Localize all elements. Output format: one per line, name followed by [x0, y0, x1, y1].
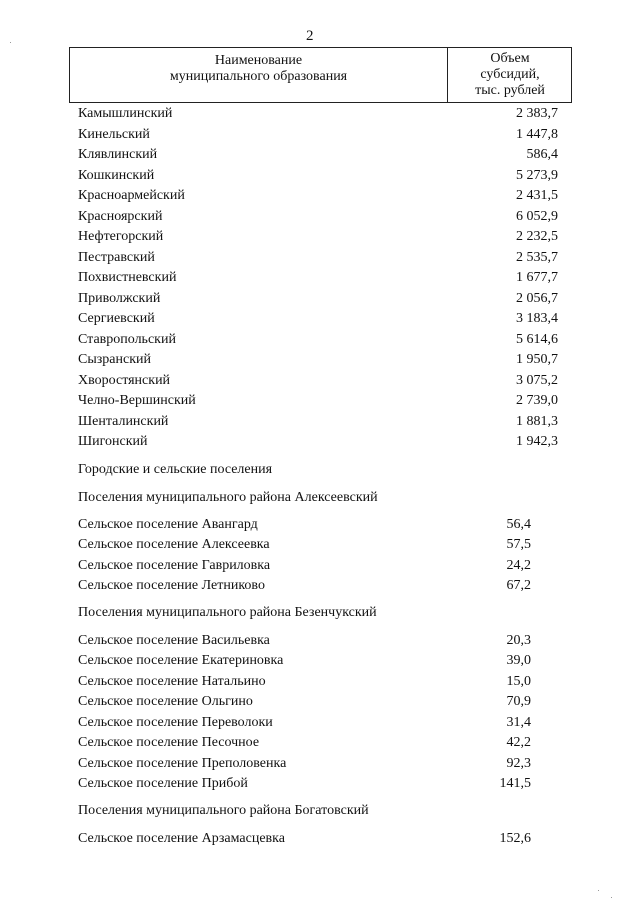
settlement-value: 20,3: [506, 633, 531, 648]
table-row: [78, 756, 558, 774]
table-row: [78, 558, 558, 576]
table-row: [78, 106, 558, 124]
header-name-column: [70, 53, 447, 85]
district-value: 5 273,9: [516, 168, 558, 183]
table-row: [78, 578, 558, 596]
district-value: 1 677,7: [516, 270, 558, 285]
table-header: [69, 47, 572, 103]
table-row: [78, 209, 558, 227]
scan-speck: [10, 42, 11, 43]
district-name: Шенталинский: [78, 414, 169, 429]
district-value: 586,4: [526, 147, 558, 162]
settlement-name: Сельское поселение Авангард: [78, 517, 258, 532]
table-row: [78, 393, 558, 411]
district-name: Хворостянский: [78, 373, 171, 388]
section-title: Городские и сельские поселения: [78, 462, 273, 477]
table-row: [78, 414, 558, 432]
settlement-value: 42,2: [506, 735, 531, 750]
district-name: Красноармейский: [78, 188, 185, 203]
settlement-name: Сельское поселение Алексеевка: [78, 537, 270, 552]
district-name: Ставропольский: [78, 332, 176, 347]
district-name: Красноярский: [78, 209, 163, 224]
settlement-name: Сельское поселение Екатериновка: [78, 653, 284, 668]
settlement-name: Сельское поселение Песочное: [78, 735, 260, 750]
district-name: Кошкинский: [78, 168, 155, 183]
group-title: Поселения муниципального района Богатовский: [78, 803, 369, 818]
table-row: [78, 517, 558, 535]
district-value: 3 183,4: [516, 311, 558, 326]
district-value: 5 614,6: [516, 332, 558, 347]
table-row: [78, 311, 558, 329]
header-volume-line3: тыс. рублей: [475, 83, 545, 98]
district-name: Клявлинский: [78, 147, 158, 162]
district-name: Пестравский: [78, 250, 155, 265]
table-row: [78, 188, 558, 206]
settlement-name: Сельское поселение Преполовенка: [78, 756, 287, 771]
district-value: 2 056,7: [516, 291, 558, 306]
district-value: 2 232,5: [516, 229, 558, 244]
settlement-name: Сельское поселение Арзамасцевка: [78, 831, 285, 846]
table-row: [78, 270, 558, 288]
table-row: [78, 653, 558, 671]
table-row: [78, 674, 558, 692]
table-row: [78, 776, 558, 794]
table-row: [78, 633, 558, 651]
table-row: [78, 291, 558, 309]
settlement-value: 152,6: [499, 831, 531, 846]
table-row: [78, 250, 558, 268]
table-row: [78, 715, 558, 733]
table-row: [78, 694, 558, 712]
table-row: [78, 434, 558, 452]
district-value: 1 950,7: [516, 352, 558, 367]
settlement-value: 56,4: [506, 517, 531, 532]
header-name-line2: муниципального образования: [169, 69, 348, 84]
settlement-value: 57,5: [506, 537, 531, 552]
scan-speck: [598, 890, 599, 891]
settlement-name: Сельское поселение Переволоки: [78, 715, 273, 730]
settlement-value: 24,2: [506, 558, 531, 573]
header-volume-line1: Объем: [490, 51, 530, 66]
district-value: 2 431,5: [516, 188, 558, 203]
header-volume-column: [448, 51, 572, 99]
district-name: Сергиевский: [78, 311, 155, 326]
table-row: [78, 735, 558, 753]
settlement-name: Сельское поселение Ольгино: [78, 694, 253, 709]
table-row: [78, 831, 558, 849]
table-row: [78, 373, 558, 391]
settlement-value: 70,9: [506, 694, 531, 709]
settlement-value: 141,5: [499, 776, 531, 791]
district-value: 2 535,7: [516, 250, 558, 265]
district-value: 1 447,8: [516, 127, 558, 142]
table-row: [78, 147, 558, 165]
district-name: Сызранский: [78, 352, 151, 367]
settlement-name: Сельское поселение Летниково: [78, 578, 265, 593]
settlement-value: 92,3: [506, 756, 531, 771]
header-name-line1: Наименование: [214, 53, 303, 68]
settlement-value: 31,4: [506, 715, 531, 730]
header-volume-line2: субсидий,: [480, 67, 540, 82]
page-number: 2: [306, 28, 314, 44]
district-name: Нефтегорский: [78, 229, 164, 244]
table-row: [78, 127, 558, 145]
district-value: 6 052,9: [516, 209, 558, 224]
settlement-name: Сельское поселение Гавриловка: [78, 558, 271, 573]
table-row: [78, 332, 558, 350]
district-value: 2 383,7: [516, 106, 558, 121]
table-row: [78, 352, 558, 370]
settlement-name: Сельское поселение Прибой: [78, 776, 248, 791]
settlement-value: 67,2: [506, 578, 531, 593]
scan-speck: [611, 897, 612, 898]
district-value: 3 075,2: [516, 373, 558, 388]
settlement-value: 15,0: [506, 674, 531, 689]
settlement-value: 39,0: [506, 653, 531, 668]
table-row: [78, 229, 558, 247]
district-value: 1 881,3: [516, 414, 558, 429]
district-name: Похвистневский: [78, 270, 177, 285]
table-row: [78, 168, 558, 186]
district-name: Челно-Вершинский: [78, 393, 196, 408]
district-value: 2 739,0: [516, 393, 558, 408]
district-name: Шигонский: [78, 434, 148, 449]
settlement-name: Сельское поселение Натальино: [78, 674, 266, 689]
district-name: Кинельский: [78, 127, 150, 142]
district-name: Приволжский: [78, 291, 161, 306]
group-title: Поселения муниципального района Алексеевский: [78, 490, 378, 505]
settlement-name: Сельское поселение Васильевка: [78, 633, 270, 648]
group-title: Поселения муниципального района Безенчукский: [78, 605, 377, 620]
district-value: 1 942,3: [516, 434, 558, 449]
district-name: Камышлинский: [78, 106, 173, 121]
table-row: [78, 537, 558, 555]
